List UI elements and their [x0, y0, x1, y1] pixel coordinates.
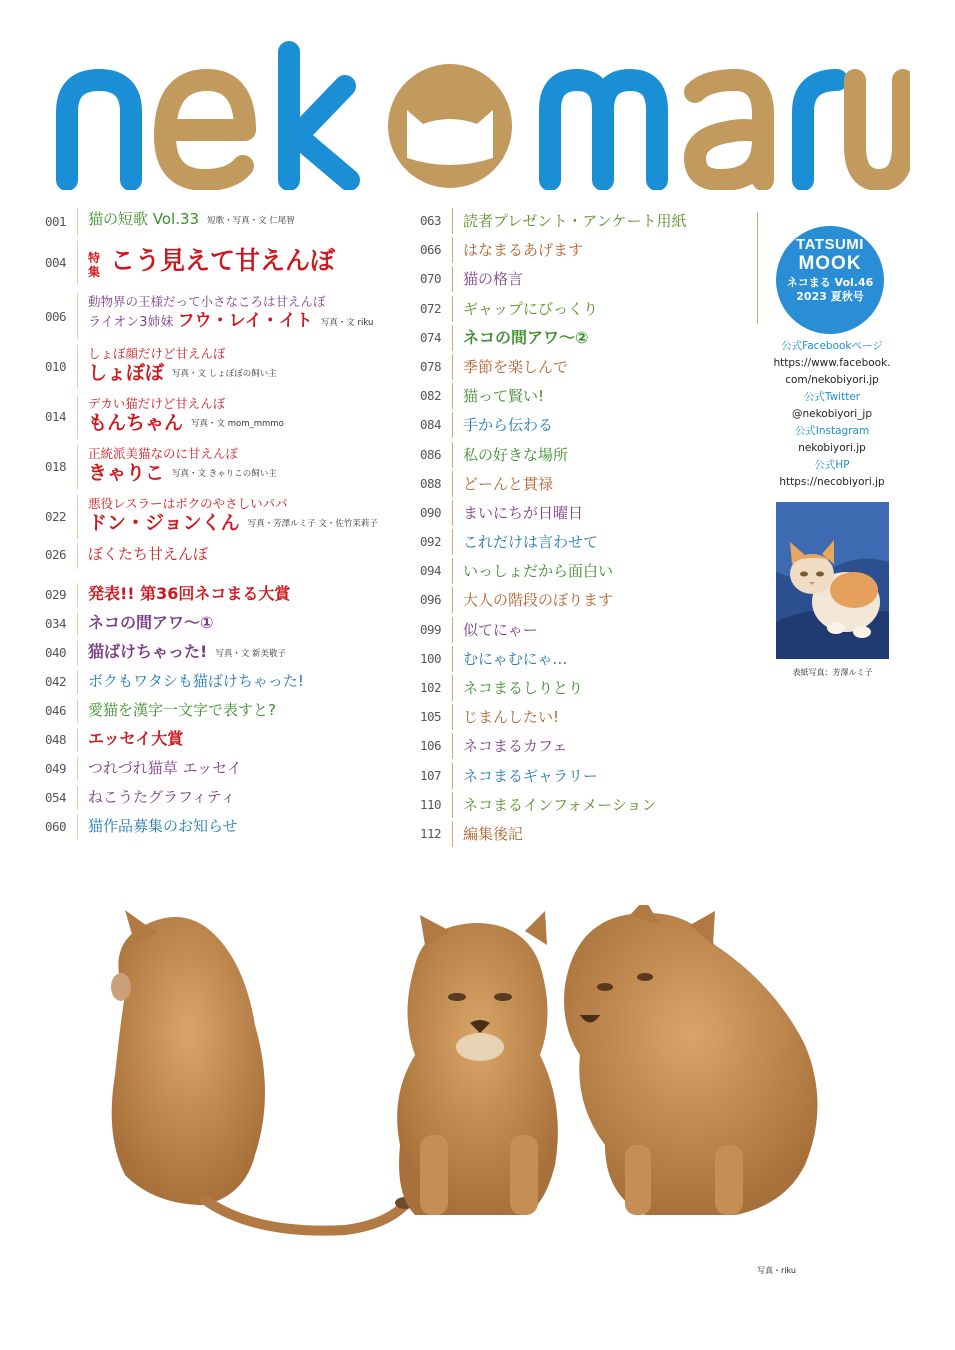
toc-entry[interactable] — [420, 500, 740, 529]
page-number: 105 — [420, 709, 442, 725]
entry-subtitle: デカい猫だけど甘えんぼ — [88, 396, 226, 411]
toc-entry[interactable] — [420, 383, 740, 412]
page-number: 006 — [45, 309, 67, 324]
official-links — [762, 338, 902, 491]
page-number: 110 — [420, 796, 442, 812]
page-number: 086 — [420, 446, 442, 462]
entry-title: 猫ばけちゃった! — [88, 642, 208, 661]
cover-cat-photo — [776, 502, 889, 659]
entry-title: 発表!! 第36回ネコまる大賞 — [88, 584, 291, 603]
toc-entry[interactable] — [420, 412, 740, 441]
toc-entry[interactable] — [420, 325, 740, 354]
entry-title: つれづれ猫草 エッセイ — [88, 759, 242, 777]
entry-title: フウ・レイ・イト — [177, 311, 313, 331]
entry-title: ねこうたグラフィティ — [88, 788, 236, 806]
sidebar-divider — [757, 212, 758, 324]
toc-entry[interactable] — [420, 266, 740, 295]
page-number: 078 — [420, 358, 442, 374]
page-number: 099 — [420, 621, 442, 637]
instagram-label: 公式Instagram — [794, 425, 870, 437]
cover-photo-caption: 表紙写真：芳澤ルミ子 — [792, 668, 873, 677]
entry-title: きゃりこ — [88, 462, 165, 484]
entry-title: ドン・ジョンくん — [88, 512, 240, 534]
toc-entry[interactable] — [420, 354, 740, 383]
toc-right-column — [420, 208, 740, 850]
entry-title: ネコまるギャラリー — [463, 766, 599, 785]
entry-title: ネコまるカフェ — [463, 737, 568, 756]
toc-entry-feature[interactable] — [45, 241, 415, 293]
page-number: 094 — [420, 563, 442, 579]
toc-entry[interactable] — [45, 445, 415, 495]
entry-title: 猫の短歌 Vol.33 — [88, 210, 200, 228]
toc-entry[interactable] — [45, 495, 415, 543]
entry-title: こう見えて甘えんぼ — [110, 246, 336, 275]
page-number: 066 — [420, 242, 442, 258]
toc-entry[interactable] — [420, 646, 740, 675]
page-number: 004 — [45, 255, 67, 270]
toc-entry[interactable] — [45, 293, 415, 345]
page-number: 034 — [45, 616, 67, 631]
page-number: 063 — [420, 213, 442, 228]
entry-title: いっしょだから面白い — [463, 562, 614, 581]
page-number: 046 — [45, 703, 67, 718]
instagram-link[interactable]: nekobiyori.jp — [798, 442, 866, 454]
feature-mark: 特集 — [88, 250, 101, 279]
entry-title: ネコまるインフォメーション — [463, 795, 657, 814]
entry-title: 似てにゃー — [463, 620, 538, 639]
entry-subtitle: 悪役レスラーはボクのやさしいパパ — [88, 496, 288, 511]
entry-title: むにゃむにゃ… — [463, 649, 568, 668]
page-number: 029 — [45, 587, 67, 602]
page-number: 084 — [420, 417, 442, 433]
entry-title: 季節を楽しんで — [463, 357, 569, 376]
facebook-label: 公式Facebookページ — [781, 340, 883, 352]
twitter-link[interactable]: @nekobiyori_jp — [791, 408, 873, 420]
entry-title: ネコまるしりとり — [463, 679, 584, 697]
homepage-link[interactable]: https://necobiyori.jp — [779, 476, 885, 488]
toc-entry[interactable] — [420, 587, 740, 616]
page-number: 018 — [45, 459, 67, 474]
toc-entry[interactable] — [45, 757, 415, 786]
page-number: 082 — [420, 388, 442, 404]
page-number: 001 — [45, 214, 67, 229]
entry-title: 編集後記 — [463, 824, 524, 843]
entry-title: これだけは言わせて — [463, 533, 599, 552]
page-number: 026 — [45, 547, 67, 562]
toc-entry[interactable] — [420, 792, 740, 821]
entry-credit: 写真・芳澤ルミ子 文・佐竹茉莉子 — [247, 518, 378, 529]
toc-entry[interactable] — [420, 763, 740, 792]
toc-entry[interactable] — [420, 558, 740, 587]
badge-line-1: TATSUMI — [796, 236, 864, 253]
toc-entry[interactable] — [45, 670, 415, 699]
entry-title: 手から伝わる — [463, 416, 554, 435]
toc-entry[interactable] — [420, 471, 740, 500]
toc-entry[interactable] — [45, 345, 415, 395]
toc-entry[interactable] — [45, 208, 415, 241]
page-number: 088 — [420, 475, 442, 491]
entry-title: ボクもワタシも猫ばけちゃった! — [88, 672, 304, 690]
toc-entry[interactable] — [45, 699, 415, 728]
entry-title: はなまるあげます — [463, 241, 584, 260]
toc-entry[interactable] — [420, 617, 740, 646]
entry-title: ネコの間アワ〜② — [463, 327, 589, 347]
homepage-label: 公式HP — [814, 459, 850, 471]
badge-line-3: ネコまる Vol.46 — [786, 276, 874, 289]
lion-photo-caption: 写真・riku — [757, 1266, 796, 1275]
toc-entry[interactable] — [420, 821, 740, 850]
entry-credit: 写真・文 新美敬子 — [215, 648, 287, 659]
toc-entry[interactable] — [45, 612, 415, 641]
page-number: 112 — [420, 825, 442, 841]
lion-cubs-photo — [85, 905, 840, 1275]
entry-subtitle: しょぼ顔だけど甘えんぼ — [88, 346, 226, 361]
toc-entry[interactable] — [420, 675, 740, 704]
entry-credit: 短歌・写真・文 仁尾智 — [207, 215, 295, 226]
page-number: 070 — [420, 271, 442, 287]
page-number: 010 — [45, 359, 67, 374]
entry-title: ギャップにびっくり — [463, 299, 599, 318]
toc-entry[interactable] — [420, 208, 740, 237]
entry-title: もんちゃん — [88, 412, 184, 434]
page-number: 074 — [420, 329, 442, 345]
entry-title: まいにちが日曜日 — [463, 503, 584, 522]
entry-credit: 写真・文 mom_mmmo — [191, 418, 284, 429]
badge-line-2: MOOK — [798, 253, 862, 274]
toc-entry[interactable] — [420, 296, 740, 325]
page-number: 106 — [420, 738, 442, 754]
entry-title: ネコの間アワ〜① — [88, 613, 214, 632]
page-number: 014 — [45, 409, 67, 424]
entry-title: 猫の格言 — [463, 270, 524, 289]
toc-entry[interactable] — [420, 704, 740, 733]
entry-title: 猫って賢い! — [463, 387, 545, 406]
badge-line-4: 2023 夏秋号 — [796, 290, 864, 303]
page-number: 096 — [420, 592, 442, 608]
page-number: 102 — [420, 680, 442, 695]
entry-title: 私の好きな場所 — [463, 445, 569, 464]
page-number: 048 — [45, 732, 67, 747]
toc-left-column — [45, 208, 415, 844]
toc-entry[interactable] — [45, 728, 415, 757]
page-number: 049 — [45, 761, 67, 776]
tatsumi-mook-badge — [776, 226, 884, 334]
toc-entry[interactable] — [45, 543, 415, 583]
nekomaru-logo — [45, 40, 910, 190]
toc-entry[interactable] — [420, 237, 740, 266]
toc-entry[interactable] — [420, 529, 740, 558]
page-number: 040 — [45, 645, 67, 660]
twitter-label: 公式Twitter — [803, 391, 861, 403]
entry-credit: 写真・文 きゃりこの飼い主 — [172, 468, 277, 479]
entry-credit: 写真・文 しょぼぼの飼い主 — [172, 368, 277, 379]
page-number: 107 — [420, 767, 442, 783]
entry-title: 愛猫を漢字一文字で表すと? — [88, 701, 276, 719]
entry-subprefix: ライオン3姉妹 — [88, 315, 174, 330]
page-number: 090 — [420, 504, 442, 520]
toc-entry[interactable] — [420, 442, 740, 471]
toc-entry[interactable] — [45, 641, 415, 670]
toc-entry[interactable] — [45, 786, 415, 815]
page-number: 042 — [45, 674, 67, 689]
facebook-link[interactable]: https://www.facebook. — [773, 357, 891, 369]
toc-entry[interactable] — [45, 395, 415, 445]
page-number: 100 — [420, 650, 442, 666]
page-number: 054 — [45, 790, 67, 805]
page-number: 022 — [45, 509, 67, 524]
entry-title: じまんしたい! — [463, 708, 560, 727]
entry-title: どーんと貫禄 — [463, 474, 554, 493]
entry-title: 大人の階段のぼります — [463, 591, 614, 610]
toc-entry[interactable] — [45, 815, 415, 844]
entry-subtitle: 正統派美猫なのに甘えんぼ — [88, 446, 239, 461]
entry-credit: 写真・文 riku — [320, 317, 374, 328]
entry-title: ぼくたち甘えんぼ — [88, 545, 209, 563]
page-number: 072 — [420, 300, 442, 316]
toc-entry[interactable] — [45, 583, 415, 612]
entry-title: しょぼぼ — [88, 362, 165, 384]
entry-subtitle: 動物界の王様だって小さなころは甘えんぼ — [88, 294, 326, 309]
entry-title: 猫作品募集のお知らせ — [88, 817, 238, 835]
page-number: 060 — [45, 819, 67, 834]
entry-title: 読者プレゼント・アンケート用紙 — [463, 212, 687, 230]
page-number: 092 — [420, 534, 442, 550]
entry-title: エッセイ大賞 — [88, 729, 184, 748]
toc-entry[interactable] — [420, 733, 740, 762]
facebook-link-cont[interactable]: com/nekobiyori.jp — [785, 374, 879, 386]
